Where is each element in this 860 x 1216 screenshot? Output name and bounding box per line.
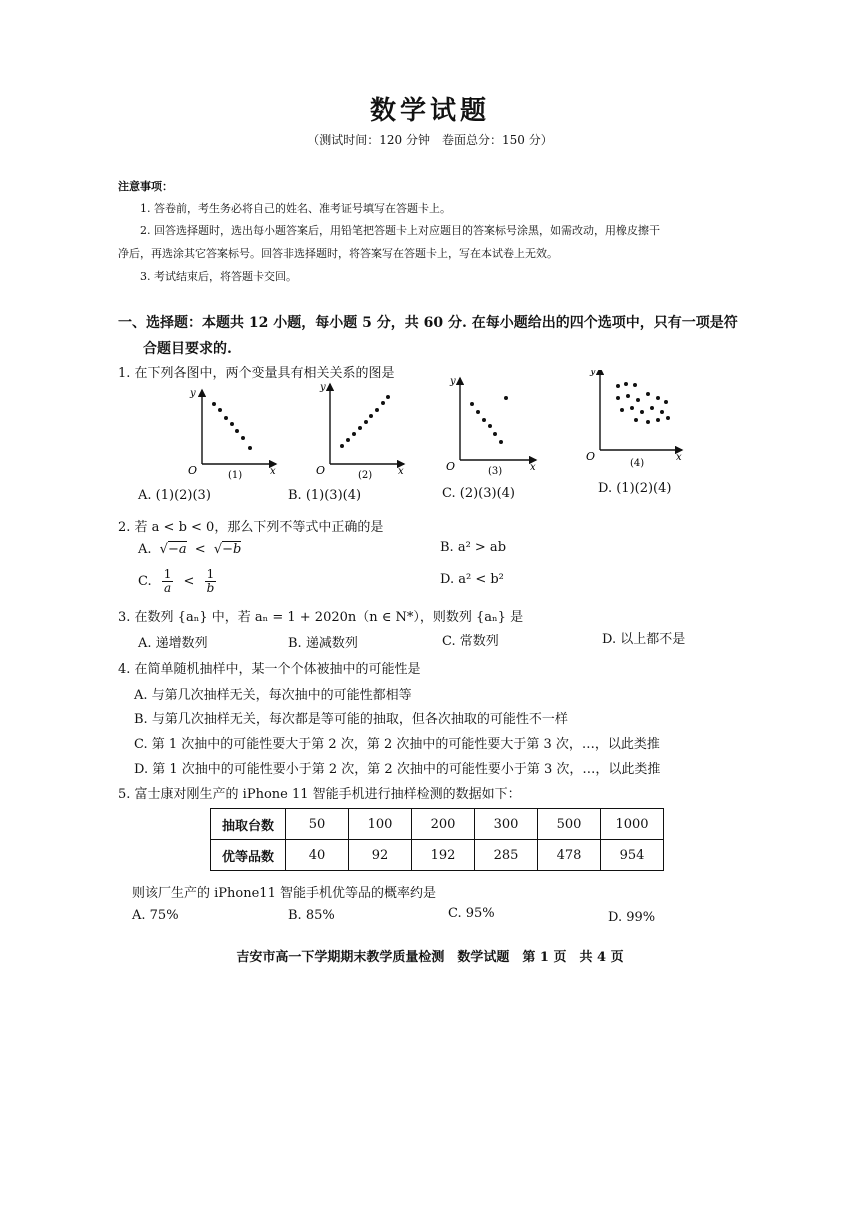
question-2-stem: 2. 若 a < b < 0，那么下列不等式中正确的是 <box>118 520 384 535</box>
sampling-table <box>210 808 664 871</box>
q1-scatter-plots <box>180 370 700 482</box>
q2-option-c-num-1: 1 <box>163 567 172 581</box>
q2-option-c-prefix: C. <box>138 574 152 589</box>
q4-option-a: A. 与第几次抽样无关，每次抽中的可能性都相等 <box>134 688 412 703</box>
q1-option-d: D. (1)(2)(4) <box>598 481 672 496</box>
table-cell: 954 <box>601 840 664 871</box>
origin-label: O <box>446 460 456 473</box>
note-item-3: 3. 考试结束后，将答题卡交回。 <box>140 270 297 283</box>
q3-option-b: B. 递减数列 <box>288 636 358 651</box>
page-title: 数学试题 <box>369 96 490 126</box>
table-row <box>211 840 664 871</box>
note-item-1: 1. 答卷前，考生务必将自己的姓名、准考证号填写在答题卡上。 <box>140 202 451 215</box>
exam-info: （测试时间：120 分钟 卷面总分：150 分） <box>307 133 553 147</box>
question-1-stem: 1. 在下列各图中，两个变量具有相关关系的图是 <box>118 366 395 381</box>
section-heading-cont: 合题目要求的. <box>143 341 232 357</box>
table-cell: 285 <box>475 840 538 871</box>
plot-label-1: (1) <box>228 470 243 481</box>
q2-option-a: A. √−a < √−b <box>138 542 242 557</box>
question-4-stem: 4. 在简单随机抽样中，某一个个体被抽中的可能性是 <box>118 662 421 677</box>
q4-option-d: D. 第 1 次抽中的可能性要小于第 2 次，第 2 次抽中的可能性要小于第 3 次，…，以此类推 <box>134 762 661 777</box>
note-item-2-cont: 净后，再选涂其它答案标号。回答非选择题时，将答案写在答题卡上，写在本试卷上无效。 <box>118 247 558 260</box>
plot-label-3: (3) <box>488 466 503 477</box>
scatter-plot-1 <box>188 388 276 481</box>
q3-option-c: C. 常数列 <box>442 634 499 649</box>
q2-option-c: C. $\frac{1}{a}$ < $\frac{1}{b}$ <box>138 567 215 595</box>
scatter-plot-3 <box>446 376 536 477</box>
table-cell: 500 <box>538 809 601 840</box>
origin-label: O <box>586 450 596 463</box>
table-cell: 50 <box>286 809 349 840</box>
plot-label-2: (2) <box>358 470 373 481</box>
x-axis-label: x <box>530 462 536 473</box>
note-item-2: 2. 回答选择题时，选出每小题答案后，用铅笔把答题卡上对应题目的答案标号涂黑，如需改动，用橡皮擦干 <box>140 224 660 237</box>
table-cell: 200 <box>412 809 475 840</box>
table-cell: 100 <box>349 809 412 840</box>
q3-option-d: D. 以上都不是 <box>602 632 686 647</box>
q2-option-c-den-1: a <box>164 581 172 595</box>
q2-option-b: B. a² > ab <box>440 540 507 555</box>
q5-option-c: C. 95% <box>448 906 495 921</box>
y-axis-label: y <box>190 388 196 399</box>
plot-label-4: (4) <box>630 458 645 469</box>
table-header-premium: 优等品数 <box>211 840 286 871</box>
table-row <box>211 809 664 840</box>
notes-heading: 注意事项： <box>118 180 173 193</box>
origin-label: O <box>188 464 198 477</box>
q5-option-d: D. 99% <box>608 910 656 925</box>
table-cell: 1000 <box>601 809 664 840</box>
table-cell: 40 <box>286 840 349 871</box>
q5-option-a: A. 75% <box>132 908 179 923</box>
q2-option-a-left: −a <box>167 542 187 557</box>
table-cell: 300 <box>475 809 538 840</box>
q1-option-b: B. (1)(3)(4) <box>288 488 362 503</box>
x-axis-label: x <box>676 452 682 463</box>
q4-option-b: B. 与第几次抽样无关，每次都是等可能的抽取，但各次抽取的可能性不一样 <box>134 712 568 727</box>
q4-option-c: C. 第 1 次抽中的可能性要大于第 2 次，第 2 次抽中的可能性要大于第 3 次，…，以此类推 <box>134 737 660 752</box>
q1-option-a: A. (1)(2)(3) <box>138 488 211 503</box>
q1-option-c: C. (2)(3)(4) <box>442 486 515 501</box>
y-axis-label: y <box>450 376 456 387</box>
table-cell: 92 <box>349 840 412 871</box>
q3-option-a: A. 递增数列 <box>138 636 208 651</box>
page-footer: 吉安市高一下学期期末教学质量检测 数学试题 第 1 页 共 4 页 <box>236 950 624 965</box>
q5-option-b: B. 85% <box>288 908 335 923</box>
origin-label: O <box>316 464 326 477</box>
x-axis-label: x <box>398 466 404 477</box>
question-5-stem: 5. 富士康对刚生产的 iPhone 11 智能手机进行抽样检测的数据如下： <box>118 787 521 802</box>
question-3-stem: 3. 在数列 {aₙ} 中，若 aₙ = 1 + 2020n（n ∈ N*），则数列 {aₙ} 是 <box>118 610 524 625</box>
q2-option-a-right: −b <box>222 542 242 557</box>
scatter-plot-2 <box>316 382 404 481</box>
y-axis-label: y <box>320 382 326 393</box>
q2-option-c-den-2: b <box>206 581 215 595</box>
y-axis-label: y <box>590 370 596 377</box>
q2-option-c-num-2: 1 <box>206 567 215 581</box>
table-cell: 478 <box>538 840 601 871</box>
q2-option-a-prefix: A. <box>138 542 152 557</box>
scatter-plot-4 <box>586 370 682 469</box>
x-axis-label: x <box>270 466 276 477</box>
table-header-sampled: 抽取台数 <box>211 809 286 840</box>
section-heading: 一、选择题：本题共 12 小题，每小题 5 分，共 60 分. 在每小题给出的四个选项中，只有一项是符 <box>118 315 738 331</box>
table-cell: 192 <box>412 840 475 871</box>
q2-option-d: D. a² < b² <box>440 572 504 587</box>
question-5-prompt: 则该厂生产的 iPhone11 智能手机优等品的概率约是 <box>132 886 436 901</box>
